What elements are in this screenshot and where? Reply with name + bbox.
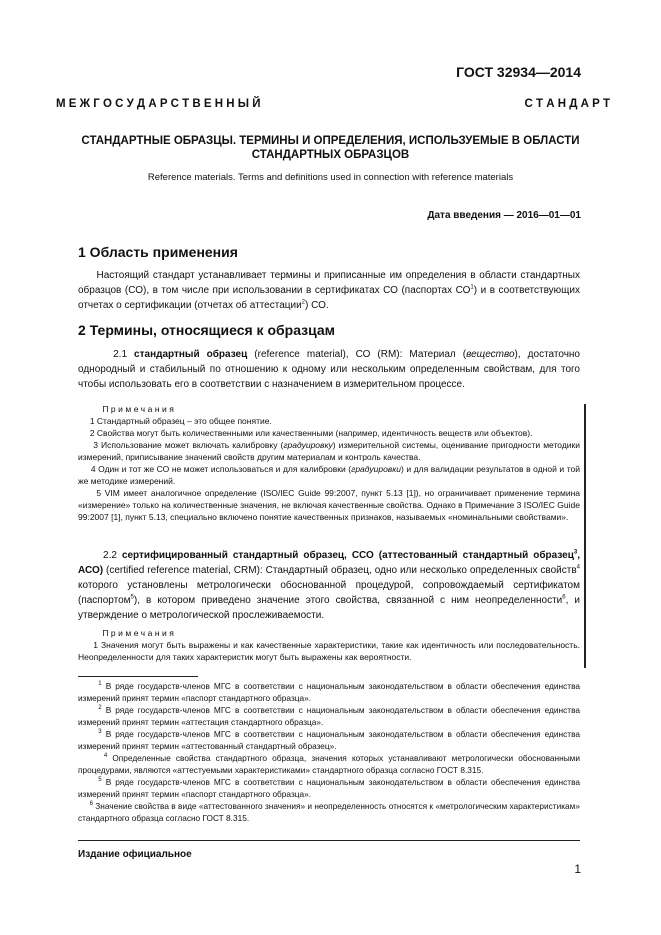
term-2-1-text-b: ), достаточно однородный и стабильный по отношению к одному или нескольким определенным свойствам, для того чтобы использовать его в соответствии с назначением в измерительном процессе. xyxy=(78,349,580,390)
banner-word-interstate: М Е Ж Г О С У Д А Р С Т В Е Н Н Ы Й xyxy=(56,98,261,110)
footnote-text: Значение свойства в виде «аттестованного значения» и неопределенность относятся к «метрологическим характеристикам» стандартного образца согласно ГОСТ 8.315. xyxy=(78,801,580,823)
change-bar xyxy=(584,541,586,668)
note-1-4 xyxy=(78,463,580,487)
note-1-5-text: 5 VIM имеет аналогичное определение (ISO/IEC Guide 99:2007, пункт 5.13 [1]), но ограничивает применение термина «измерение» только на количественные значения, не включая качественные свойства. Однако в Примечание 3 ISO/IEC Guide 99:2007 [1], пункт 5.13, специально включено понятие качественных признаков, называемых «номинальными свойствами». xyxy=(78,488,580,522)
standard-number: ГОСТ 32934—2014 xyxy=(456,64,581,80)
note-1-3-italic: градуировку xyxy=(283,440,333,450)
term-2-1-italic: вещество xyxy=(466,349,515,360)
term-2-1-term: стандартный образец xyxy=(134,349,248,360)
note-1-4-text-b: ) и для валидации результатов в одной и той же методике измерений. xyxy=(78,464,581,486)
page-number: 1 xyxy=(574,862,581,876)
note-1-4-italic: градуировки xyxy=(351,464,401,474)
interstate-standard-banner xyxy=(56,98,610,110)
footnote-mark: 4 xyxy=(103,753,108,760)
footer-separator xyxy=(78,840,580,841)
footnote xyxy=(78,800,580,824)
footnote-text: В ряде государств-членов МГС в соответствии с национальным законодательством в области обеспечения единства измерений принят термин «аттестованный стандартный образец». xyxy=(78,729,580,751)
s1-text-a: Настоящий стандарт устанавливает термины и приписанные им определения в области стандартных образцов (СО), в том числе при использовании в сертификатах СО (паспортах СО xyxy=(78,270,580,296)
footnote-ref-4: 4 xyxy=(576,564,580,571)
note-1-4-text-a: 4 Один и тот же СО не может использоваться и для калибровки ( xyxy=(90,464,352,474)
note-1-1-text: 1 Стандартный образец – это общее понятие. xyxy=(89,416,272,426)
footnotes xyxy=(78,680,580,824)
note-1-5 xyxy=(78,487,580,523)
footnote-mark: 3 xyxy=(98,729,102,736)
footnote xyxy=(78,776,580,800)
term-2-1-paragraph xyxy=(78,347,580,392)
notes-2-heading-text: Примечания xyxy=(102,628,177,638)
footnote-ref-5: 5 xyxy=(130,594,134,601)
term-2-2-text-c: ), в котором приведено значение этого свойства, связанной с ним неопределенности xyxy=(133,595,563,606)
footnote-ref-1: 1 xyxy=(470,284,474,291)
footnote-text: В ряде государств-членов МГС в соответствии с национальным законодательством в области обеспечения единства измерений принят термин «паспорт стандартного образца». xyxy=(78,777,580,799)
document-title-en: Reference materials. Terms and definitions used in connection with reference materials xyxy=(147,172,514,183)
term-2-2-term: сертифицированный стандартный образец, ССО (аттестованный стандартный образец xyxy=(121,550,574,561)
footnote-separator xyxy=(78,676,198,677)
term-2-2-number: 2.2 xyxy=(103,550,117,561)
introduction-date: Дата введения — 2016—01—01 xyxy=(427,210,581,221)
s1-text-c: ) СО. xyxy=(305,300,329,311)
note-1-3-text-a: 3 Использование может включать калибровку ( xyxy=(93,440,284,450)
footnote xyxy=(78,728,580,752)
notes-1-heading-text: Примечания xyxy=(102,404,177,414)
term-2-2-text-d: , и утверждение о метрологической прослеживаемости. xyxy=(78,595,580,621)
note-1-2 xyxy=(78,427,580,439)
note-1-3-text-b: ) измерительной системы, оценивание пригодности методики измерений, приписывание значений свойств другим материалам и контроль качества. xyxy=(78,440,580,462)
footnote-ref-6: 6 xyxy=(562,594,566,601)
banner-word-standard: С Т А Н Д А Р Т xyxy=(524,98,610,110)
term-2-2-term-b: , АСО) xyxy=(78,550,581,576)
note-2-1 xyxy=(78,639,580,663)
notes-block-2 xyxy=(78,627,580,663)
note-2-1-text: 1 Значения могут быть выражены и как качественные характеристики, такие как идентичность или последовательность. Неопределенности для таких характеристик могут быть выражены как вероятности. xyxy=(78,640,580,662)
footnote-mark: 2 xyxy=(98,705,102,712)
notes-2-heading xyxy=(78,627,580,639)
note-1-3 xyxy=(78,439,580,463)
footnote-mark: 5 xyxy=(98,777,102,784)
note-1-1 xyxy=(78,415,580,427)
official-edition-label: Издание официальное xyxy=(78,849,192,860)
footnote-text: Определенные свойства стандартного образца, значения которых устанавливают метрологически обоснованными процедурами, являются «аттестуемыми характеристиками» стандартного образца согласно ГОСТ 8.315. xyxy=(78,753,580,775)
term-2-1-text-a: (reference material), СО (RM): Материал ( xyxy=(254,349,467,360)
footnote-mark: 1 xyxy=(98,681,102,688)
s1-text-b: ) и в соответствующих отчетах о сертификации (отчетах об аттестации xyxy=(78,285,580,311)
note-1-2-text: 2 Свойства могут быть количественными или качественными (например, идентичность веществ или объектов). xyxy=(89,428,533,438)
document-title-ru: СТАНДАРТНЫЕ ОБРАЗЦЫ. ТЕРМИНЫ И ОПРЕДЕЛЕНИЯ, ИСПОЛЬЗУЕМЫЕ В ОБЛАСТИ СТАНДАРТНЫХ ОБРАЗЦОВ xyxy=(81,135,580,161)
footnote xyxy=(78,680,580,704)
section-1-heading: 1 Область применения xyxy=(78,244,238,260)
term-2-2-paragraph xyxy=(78,548,580,623)
section-2-heading: 2 Термины, относящиеся к образцам xyxy=(78,322,336,338)
footnote-text: В ряде государств-членов МГС в соответствии с национальным законодательством в области обеспечения единства измерений принят термин «паспорт стандартного образца». xyxy=(78,681,580,703)
term-2-1-number: 2.1 xyxy=(113,349,128,360)
section-1-paragraph xyxy=(78,268,580,313)
footnote xyxy=(78,704,580,728)
term-2-2-text-b: которого установлены метрологически обоснованной процедурой, сопровождаемый сертификатом (паспортом xyxy=(78,580,580,606)
footnote-mark: 6 xyxy=(89,801,93,808)
notes-block-1 xyxy=(78,403,580,523)
footnote-ref-2: 2 xyxy=(301,299,306,306)
footnote-ref-3: 3 xyxy=(573,549,578,556)
notes-1-heading xyxy=(78,403,580,415)
footnote-text: В ряде государств-членов МГС в соответствии с национальным законодательством в области обеспечения единства измерений принят термин «аттестация стандартного образца». xyxy=(78,705,580,727)
footnote xyxy=(78,752,580,776)
term-2-2-text-a: (certified reference material, CRM): Стандартный образец, одно или несколько определенных свойств xyxy=(106,565,577,576)
